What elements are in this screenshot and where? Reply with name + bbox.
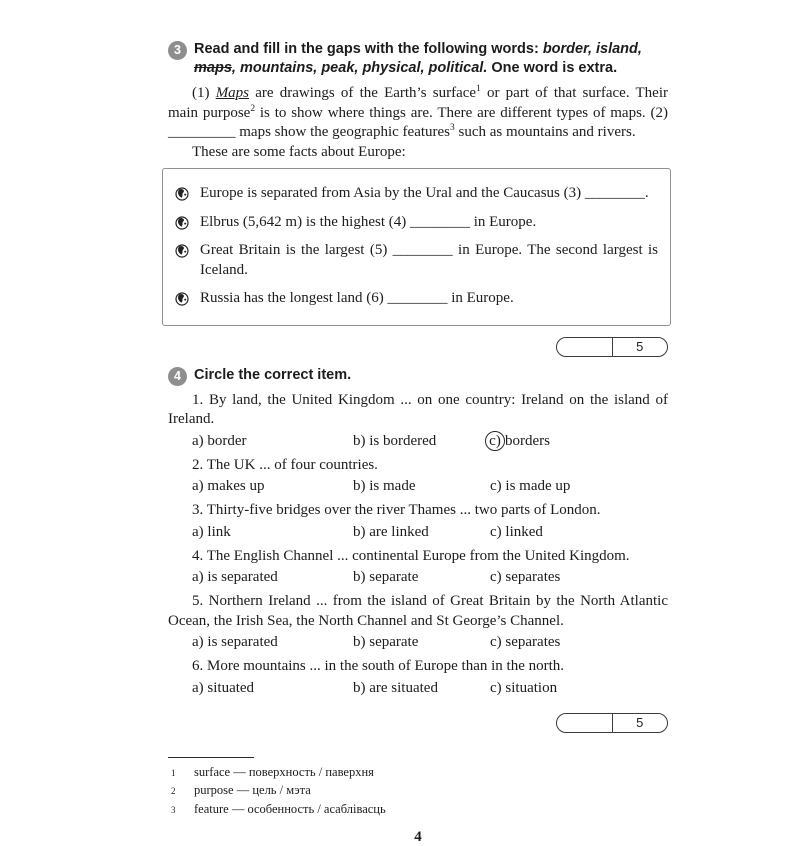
score-box bbox=[556, 713, 668, 733]
word-option: mountains bbox=[239, 59, 314, 76]
footnotes bbox=[168, 757, 668, 820]
word-option: peak bbox=[321, 59, 355, 76]
question-text: 1. By land, the United Kingdom ... on one country: Ireland on the island of Ireland. bbox=[168, 391, 668, 427]
facts-intro: These are some facts about Europe: bbox=[192, 143, 406, 160]
score-blank-cell bbox=[557, 338, 613, 356]
score-max-value: 5 bbox=[636, 715, 644, 730]
option-a: a) makes up bbox=[192, 478, 265, 494]
options-row bbox=[168, 632, 668, 652]
globe-icon bbox=[175, 187, 189, 201]
word-option: border bbox=[542, 41, 588, 57]
score-blank-cell bbox=[557, 714, 613, 732]
exercise-4-header bbox=[168, 366, 668, 386]
option-b: b) separate bbox=[353, 634, 419, 650]
options-row bbox=[168, 431, 668, 451]
globe-icon bbox=[175, 292, 189, 306]
exercise-4-number-badge: 4 bbox=[168, 367, 187, 386]
options-row bbox=[168, 678, 668, 698]
option-c: c) separates bbox=[490, 569, 561, 585]
question-text: 5. Northern Ireland ... from the island of Great Britain by the North Atlantic Ocean, the Irish Sea, the North Channel and St George’s Channel. bbox=[168, 593, 668, 629]
options-row bbox=[168, 522, 668, 542]
globe-icon bbox=[175, 216, 189, 230]
footnote-divider bbox=[168, 757, 254, 758]
fact-item: Great Britain is the largest (5) ________ in Europe. The second largest is Iceland. bbox=[175, 241, 658, 280]
footnote-item bbox=[168, 801, 668, 820]
fact-item: Elbrus (5,642 m) is the highest (4) ________ in Europe. bbox=[175, 213, 658, 233]
option-c-circled: c) borders bbox=[490, 431, 668, 451]
option-a: a) is separated bbox=[192, 569, 278, 585]
exercise-3-paragraph: (1) Maps are drawings of the Earth’s surface$^1$ or part of that surface. Their main purpose$^2$ is to show where things are. There are different types of maps. (2) _________ maps show the geographic features$^3$ such as mountains and rivers. bbox=[168, 84, 668, 140]
word-option: physical bbox=[362, 59, 421, 76]
page-number: 4 bbox=[414, 829, 422, 845]
exercise-3-number-badge: 3 bbox=[168, 41, 187, 60]
footnote-item bbox=[168, 764, 668, 783]
footnote-number: 1 bbox=[171, 767, 176, 778]
word-option: island bbox=[596, 41, 638, 57]
option-b: b) is bordered bbox=[353, 432, 437, 449]
answer-circle: c) bbox=[485, 431, 505, 451]
option-b: b) is made bbox=[353, 478, 416, 494]
score-row bbox=[168, 337, 668, 357]
option-a: a) is separated bbox=[192, 634, 278, 650]
exercise-3-title: Read and fill in the gaps with the following words: border, island, maps, mountains, peak, physical, political. One word is extra. bbox=[194, 41, 642, 76]
exercise-3-instruction-suffix: One word is extra. bbox=[491, 59, 618, 76]
footnote-text: purpose — цель / мэта bbox=[194, 783, 311, 797]
option-a: a) situated bbox=[192, 679, 255, 696]
footnote-text: surface — поверхность / паверхня bbox=[194, 764, 374, 779]
page-content bbox=[168, 40, 668, 846]
facts-box bbox=[162, 168, 671, 326]
score-row bbox=[168, 713, 668, 733]
score-box bbox=[556, 337, 668, 357]
question-text: 3. Thirty-five bridges over the river Thames ... two parts of London. bbox=[192, 502, 601, 518]
globe-icon bbox=[175, 244, 189, 258]
footnote-ref-1: 1 bbox=[476, 84, 481, 94]
option-c: c) linked bbox=[490, 523, 543, 540]
exercise-3-header bbox=[168, 40, 668, 77]
word-option-crossed-out: maps bbox=[194, 59, 232, 76]
question-text: 2. The UK ... of four countries. bbox=[192, 456, 378, 473]
options-row bbox=[168, 476, 668, 496]
option-b: b) separate bbox=[353, 569, 419, 585]
fact-item: Europe is separated from Asia by the Ural and the Caucasus (3) ________. bbox=[175, 184, 658, 204]
footnote-ref-2: 2 bbox=[250, 103, 256, 114]
question-text: 6. More mountains ... in the south of Europe than in the north. bbox=[192, 658, 565, 674]
fact-item: Russia has the longest land (6) ________ in Europe. bbox=[175, 289, 658, 309]
footnote-item bbox=[168, 782, 668, 801]
footnote-text: feature — особенность / асаблівасць bbox=[194, 801, 386, 816]
word-option: political bbox=[428, 59, 484, 76]
option-a: a) link bbox=[192, 523, 231, 540]
footnote-ref-3: 3 bbox=[450, 123, 455, 133]
exercise-4-title: Circle the correct item. bbox=[194, 366, 352, 383]
options-row bbox=[168, 567, 668, 587]
option-c: c) separates bbox=[490, 634, 561, 650]
option-a: a) border bbox=[192, 432, 247, 449]
exercise-3-instruction: Read and fill in the gaps with the following words: bbox=[194, 41, 543, 57]
question-text: 4. The English Channel ... continental Europe from the United Kingdom. bbox=[192, 547, 630, 564]
option-c: c) situation bbox=[490, 679, 558, 696]
option-c: c) is made up bbox=[490, 478, 571, 494]
gap-blank-2: _________ bbox=[168, 124, 236, 140]
score-max-value: 5 bbox=[636, 339, 644, 354]
option-b: b) are situated bbox=[353, 679, 438, 696]
footnote-number: 2 bbox=[171, 786, 176, 796]
example-answer: Maps bbox=[215, 85, 250, 101]
option-b: b) are linked bbox=[353, 523, 429, 540]
footnote-number: 3 bbox=[171, 804, 176, 815]
